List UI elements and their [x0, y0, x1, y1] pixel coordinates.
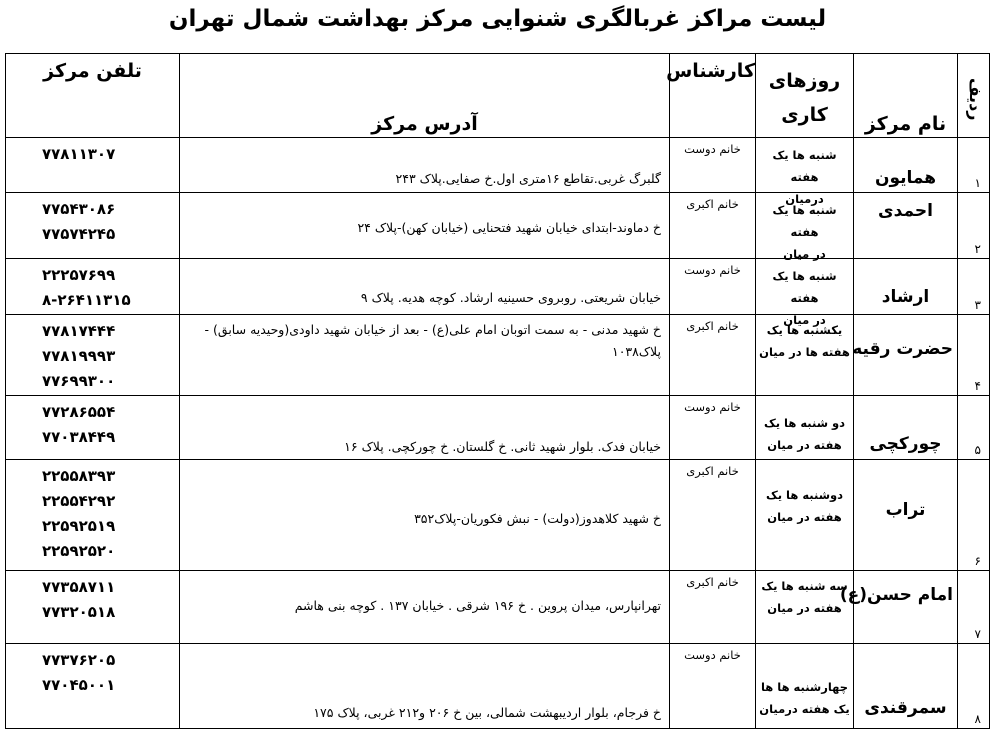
page-title: لیست مراکز غربالگری شنوایی مرکز بهداشت شمال تهران	[168, 6, 827, 32]
phone-number: ۷۷۸۱۱۳۰۷	[42, 145, 116, 163]
table-row	[6, 396, 990, 460]
phone-number: ۷۷۸۱۷۴۴۴	[42, 322, 116, 340]
header-address: آدرس مرکز	[180, 54, 670, 138]
row-index	[958, 460, 990, 571]
center-address-value: خ شهید کلاهدوز(دولت) - نبش فکوریان-پلاک۳۵۲	[414, 511, 661, 526]
work-days	[756, 259, 854, 327]
center-phone	[6, 315, 180, 396]
expert-value: خانم اکبری	[686, 464, 739, 478]
phone-number: ۷۷۵۴۳۰۸۶	[42, 200, 116, 218]
work-days	[756, 138, 854, 206]
work-days	[756, 571, 854, 644]
work-days-value: شنبه ها یک هفته در میان	[772, 203, 837, 261]
phone-number: ۷۷۳۷۶۲۰۵	[42, 651, 116, 669]
center-phone	[6, 460, 180, 571]
center-name	[854, 315, 958, 396]
center-address	[180, 259, 670, 315]
row-index	[958, 644, 990, 729]
center-phone	[6, 259, 180, 315]
row-index-value: ۴	[974, 379, 981, 393]
center-name-value: احمدی	[878, 201, 933, 221]
row-index-value: ۳	[974, 298, 981, 312]
row-index	[958, 571, 990, 644]
center-address	[180, 193, 670, 259]
center-name	[854, 644, 958, 729]
expert	[670, 571, 756, 644]
centers-table	[5, 53, 990, 729]
row-index-value: ۱	[974, 176, 981, 190]
header-name: نام مرکز	[854, 54, 958, 138]
expert	[670, 138, 756, 193]
table-row	[6, 259, 990, 315]
phone-number: ۷۷۳۵۸۷۱۱	[42, 578, 116, 596]
center-address	[180, 571, 670, 644]
center-phone	[6, 396, 180, 460]
row-index	[958, 396, 990, 460]
center-address-value: خیابان فدک. بلوار شهید ثانی. خ گلستان. خ چورکچی. پلاک ۱۶	[344, 439, 661, 454]
phone-number: ۷۷۶۹۹۳۰۰	[42, 372, 116, 390]
center-name	[854, 259, 958, 315]
work-days-value: یکشنبه ها یک هفته ها در میان	[759, 323, 850, 359]
table-row	[6, 571, 990, 644]
work-days	[756, 396, 854, 460]
table-row	[6, 138, 990, 193]
phone-number: ۲۲۵۹۲۵۲۰	[42, 542, 116, 560]
header-days: روزهای کاری	[756, 54, 854, 138]
phone-number: ۷۷۰۴۵۰۰۱	[42, 676, 116, 694]
center-name-value: تراب	[885, 500, 926, 520]
center-address-value: خ فرجام، بلوار اردیبهشت شمالی، بین خ ۲۰۶ و۲۱۲ غربی، پلاک ۱۷۵	[313, 705, 661, 720]
expert	[670, 193, 756, 259]
row-index-value: ۸	[974, 712, 981, 726]
center-address-value: گلبرگ غربی.تقاطع ۱۶متری اول.خ صفایی.پلاک ۲۴۳	[395, 171, 661, 186]
work-days	[756, 644, 854, 729]
row-index	[958, 259, 990, 315]
expert	[670, 644, 756, 729]
center-name	[854, 460, 958, 571]
row-index-value: ۷	[974, 627, 981, 641]
phone-number: ۲۲۵۵۸۳۹۳	[42, 467, 116, 485]
expert-value: خانم دوست	[684, 400, 741, 414]
expert-value: خانم دوست	[684, 648, 741, 662]
center-address	[180, 315, 670, 396]
phone-number: ۲۲۵۵۴۲۹۲	[42, 492, 116, 510]
center-name	[854, 396, 958, 460]
table-row	[6, 193, 990, 259]
center-phone	[6, 644, 180, 729]
center-phone	[6, 571, 180, 644]
phone-number: ۷۷۵۷۴۲۴۵	[42, 225, 116, 243]
center-address	[180, 460, 670, 571]
phone-number: ۷۷۲۸۶۵۵۴	[42, 403, 116, 421]
phone-number: ۸-۲۶۴۱۱۳۱۵	[42, 291, 131, 309]
header-expert: کارشناس	[670, 54, 756, 138]
table-row	[6, 460, 990, 571]
phone-number: ۷۷۰۳۸۴۴۹	[42, 428, 116, 446]
phone-number: ۷۷۸۱۹۹۹۳	[42, 347, 116, 365]
center-address	[180, 138, 670, 193]
expert	[670, 396, 756, 460]
phone-number: ۲۲۲۵۷۶۹۹	[42, 266, 116, 284]
header-phone: تلفن مرکز	[6, 54, 180, 138]
center-phone	[6, 193, 180, 259]
center-name-value: ارشاد	[881, 287, 930, 307]
center-address	[180, 644, 670, 729]
center-name-value: امام حسن(ع)	[839, 585, 953, 605]
table-row	[6, 315, 990, 396]
table-row	[6, 644, 990, 729]
work-days-value: چهارشنبه ها ها یک هفته درمیان	[759, 680, 850, 716]
center-phone	[6, 138, 180, 193]
work-days	[756, 315, 854, 396]
row-index	[958, 193, 990, 259]
row-index-value: ۲	[974, 242, 981, 256]
expert-value: خانم دوست	[684, 142, 741, 156]
center-name	[854, 138, 958, 193]
phone-number: ۷۷۳۲۰۵۱۸	[42, 603, 116, 621]
row-index-value: ۶	[974, 554, 981, 568]
center-name-value: چورکچی	[869, 434, 942, 454]
expert-value: خانم اکبری	[686, 575, 739, 589]
table-header-row	[6, 54, 990, 138]
work-days-value: دو شنبه ها یک هفته در میان	[763, 416, 846, 452]
center-name-value: سمرقندی	[864, 698, 947, 718]
phone-number: ۲۲۵۹۲۵۱۹	[42, 517, 116, 535]
center-address-value: تهرانپارس، میدان پروین . خ ۱۹۶ شرقی . خیابان ۱۳۷ . کوچه بنی هاشم	[294, 598, 661, 613]
work-days-value: دوشنبه ها یک هفته در میان	[765, 488, 844, 524]
expert-value: خانم اکبری	[686, 197, 739, 211]
expert	[670, 315, 756, 396]
expert-value: خانم اکبری	[686, 319, 739, 333]
row-index	[958, 315, 990, 396]
row-index	[958, 138, 990, 193]
work-days	[756, 193, 854, 259]
header-index: ردیف	[958, 54, 990, 138]
center-name	[839, 571, 958, 644]
center-address-value: خ دماوند-ابتدای خیابان شهید فتحنایی (خیابان کهن)-پلاک ۲۴	[357, 220, 661, 235]
work-days-value: شنبه ها یک هفته در میان	[772, 269, 837, 327]
work-days	[756, 460, 854, 571]
work-days-value: شنبه ها یک هفته درمیان	[772, 148, 837, 206]
center-name	[854, 193, 958, 259]
expert	[670, 460, 756, 571]
center-address-value: خیابان شریعتی. روبروی حسینیه ارشاد. کوچه هدیه. پلاک ۹	[360, 290, 661, 305]
work-days-value: سه شنبه ها یک هفته در میان	[761, 579, 848, 615]
center-address	[180, 396, 670, 460]
center-name-value: همایون	[874, 168, 937, 188]
expert	[670, 259, 756, 315]
center-address-value: خ شهید مدنی - به سمت اتوبان امام علی(ع) - بعد از خیابان شهید داودی(وحیدیه سابق) - پلاک۱۰۳۸	[204, 322, 661, 359]
center-name-value: حضرت رقیه	[852, 339, 953, 359]
row-index-value: ۵	[974, 443, 981, 457]
expert-value: خانم دوست	[684, 263, 741, 277]
